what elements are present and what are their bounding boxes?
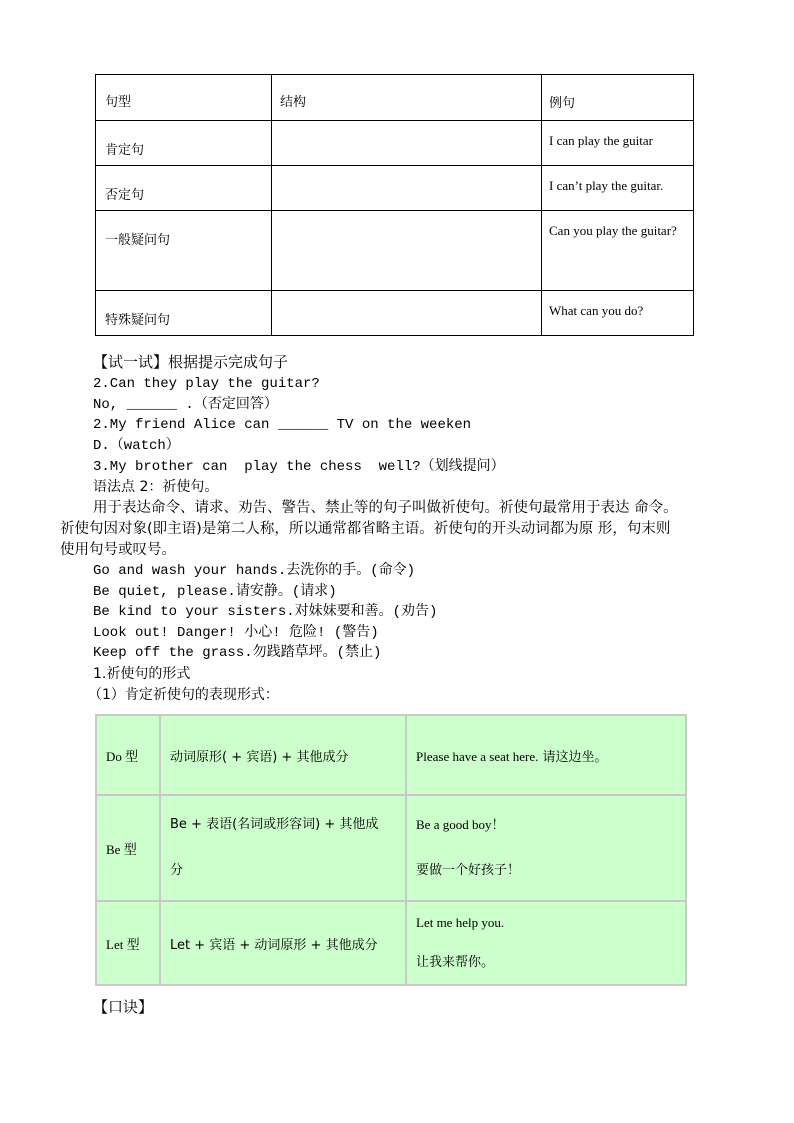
mnemonic-label: 【口诀】 — [93, 998, 154, 1016]
form-example-cell — [407, 716, 685, 794]
table-row — [96, 291, 694, 336]
type-cell: 肯定句 — [96, 121, 272, 166]
type-cell: 否定句 — [96, 166, 272, 211]
form-example-cell — [407, 796, 685, 900]
example-english: Be a good boy！ — [416, 817, 505, 832]
imperative-example: Be kind to your sisters.对妹妹要和善。(劝告) — [93, 604, 438, 620]
table-row — [96, 166, 694, 211]
form-kind-cell: Let 型 — [97, 902, 159, 984]
form-structure-cell: Let + 宾语 + 动词原形 + 其他成分 — [161, 902, 405, 984]
table-row — [96, 211, 694, 291]
structure-line: 分 — [170, 863, 184, 878]
table-row — [97, 716, 685, 794]
table-row — [97, 902, 685, 984]
example-chinese: 请这边坐。 — [542, 749, 608, 765]
example-cell: I can play the guitar — [542, 121, 694, 166]
structure-cell — [272, 166, 542, 211]
form-structure-cell: 动词原形( + 宾语) + 其他成分 — [161, 716, 405, 794]
exercise-line: 2.Can they play the guitar? — [93, 376, 320, 392]
exercise-line: No, ______ .（否定回答） — [93, 397, 278, 413]
imperative-example: Be quiet, please.请安静。(请求) — [93, 584, 337, 600]
structure-cell — [272, 211, 542, 291]
sentence-type-table — [95, 74, 694, 336]
header-cell: 句型 — [96, 75, 272, 121]
form-kind-cell: Do 型 — [97, 716, 159, 794]
structure-cell — [272, 121, 542, 166]
type-cell: 一般疑问句 — [96, 211, 272, 291]
grammar-paragraph: 使用句号或叹号。 — [60, 542, 176, 558]
imperative-form-table — [95, 714, 687, 986]
example-english: Let me help you. — [416, 915, 505, 930]
header-cell: 例句 — [542, 75, 694, 121]
table-header-row — [96, 75, 694, 121]
example-chinese: 要做一个好孩子！ — [416, 863, 521, 878]
form-subtitle: （1）肯定祈使句的表现形式： — [88, 687, 279, 703]
example-cell: What can you do? — [542, 291, 694, 336]
grammar-paragraph: 用于表达命令、请求、劝告、警告、禁止等的句子叫做祈使句。祈使句最常用于表达 命令。 — [93, 500, 678, 516]
example-cell: Can you play the guitar? — [542, 211, 694, 291]
table-row — [97, 796, 685, 900]
grammar-point-title: 语法点 2：祈使句。 — [93, 479, 219, 495]
structure-cell — [272, 291, 542, 336]
grammar-paragraph: 祈使句因对象(即主语)是第二人称，所以通常都省略主语。祈使句的开头动词都为原 形，句末则 — [60, 521, 671, 537]
example-cell: I can’t play the guitar. — [542, 166, 694, 211]
form-title: 1.祈使句的形式 — [93, 666, 191, 682]
example-english: Please have a seat here. — [416, 748, 539, 764]
exercise-heading: 【试一试】根据提示完成句子 — [93, 353, 289, 371]
form-example-cell — [407, 902, 685, 984]
header-cell: 结构 — [272, 75, 542, 121]
exercise-line: D.（watch） — [93, 438, 180, 454]
imperative-example: Go and wash your hands.去洗你的手。(命令) — [93, 563, 416, 579]
structure-line: Be + 表语(名词或形容词) + 其他成 — [170, 817, 379, 832]
imperative-example: Look out! Danger! 小心! 危险! (警告) — [93, 625, 379, 641]
form-kind-cell: Be 型 — [97, 796, 159, 900]
type-cell: 特殊疑问句 — [96, 291, 272, 336]
form-structure-cell — [161, 796, 405, 900]
imperative-example: Keep off the grass.勿践踏草坪。(禁止) — [93, 645, 382, 661]
exercise-line: 2.My friend Alice can ______ TV on the weeken — [93, 417, 472, 433]
example-chinese: 让我来帮你。 — [416, 955, 495, 970]
exercise-line: 3.My brother can play the chess well?（划线提问） — [93, 459, 505, 475]
table-row — [96, 121, 694, 166]
